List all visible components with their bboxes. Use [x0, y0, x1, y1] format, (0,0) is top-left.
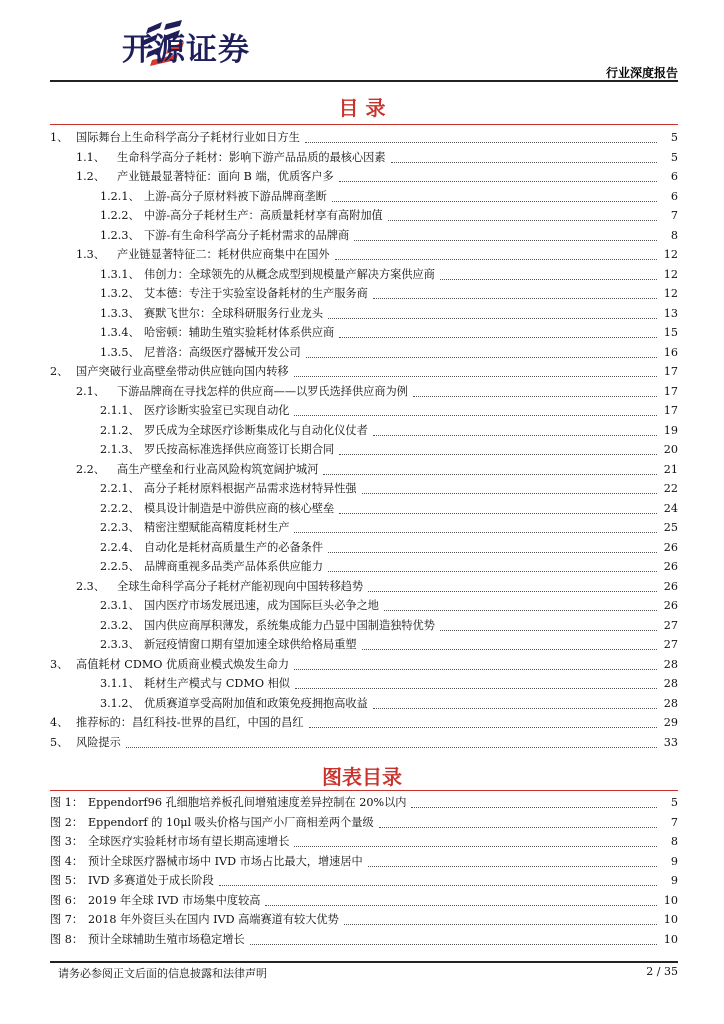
- entry-title: 国内供应商厚积薄发，系统集成能力凸显中国制造独特优势: [144, 618, 435, 632]
- entry-title: 艾本德：专注于实验室设备耗材的生产服务商: [144, 287, 368, 300]
- entry-title: 产业链最显著特征：面向 B 端，优质客户多: [117, 170, 334, 183]
- entry-page: 12: [663, 287, 678, 300]
- toc-entry[interactable]: [50, 656, 678, 676]
- toc-entry[interactable]: [50, 383, 678, 403]
- toc-entry[interactable]: [50, 734, 678, 754]
- leader-dots: [306, 357, 657, 358]
- entry-number: 2、: [50, 365, 69, 378]
- leader-dots: [368, 591, 657, 592]
- entry-title: 赛默飞世尔：全球科研服务行业龙头: [144, 306, 324, 320]
- entry-title: 罗氏成为全球医疗诊断集成化与自动化仪仗者: [144, 423, 368, 437]
- toc-entry[interactable]: [50, 617, 678, 637]
- entry-title: 产业链显著特征二：耗材供应商集中在国外: [117, 248, 330, 261]
- leader-dots: [294, 532, 657, 533]
- leader-dots: [344, 924, 657, 925]
- toc-entry[interactable]: [50, 500, 678, 520]
- entry-page: 28: [663, 696, 678, 710]
- entry-number: 2.3.3、: [100, 638, 140, 651]
- entry-page: 10: [663, 913, 678, 926]
- entry-title: 高值耗材 CDMO 优质商业模式焕发生命力: [76, 657, 290, 671]
- toc-entry[interactable]: [50, 872, 678, 892]
- toc-entry[interactable]: [50, 853, 678, 873]
- toc-entry[interactable]: [50, 519, 678, 539]
- leader-dots: [339, 454, 657, 455]
- leader-dots: [373, 708, 657, 709]
- entry-page: 26: [663, 579, 678, 593]
- entry-page: 13: [663, 306, 678, 320]
- entry-page: 27: [663, 618, 678, 632]
- figure-index-title: 图表目录: [322, 765, 402, 789]
- header-divider: [50, 80, 678, 82]
- toc-entry[interactable]: [50, 266, 678, 286]
- entry-title: 风险提示: [76, 735, 121, 749]
- entry-title: 全球医疗实验耗材市场有望长期高速增长: [88, 835, 290, 848]
- entry-number: 1.2.1、: [100, 189, 140, 203]
- toc-entry[interactable]: [50, 324, 678, 344]
- entry-title: 精密注塑赋能高精度耗材生产: [144, 521, 290, 534]
- entry-page: 27: [663, 638, 678, 651]
- entry-page: 7: [670, 209, 678, 222]
- entry-number: 图 8：: [50, 932, 84, 946]
- entry-number: 2.3、: [76, 579, 105, 593]
- entry-title: 耗材生产模式与 CDMO 相似: [144, 677, 290, 690]
- entry-number: 1.3、: [76, 248, 105, 261]
- entry-number: 4、: [50, 716, 69, 729]
- entry-number: 2.1.3、: [100, 443, 140, 456]
- entry-page: 17: [663, 404, 678, 417]
- entry-title: 2018 年外资巨头在国内 IVD 高端赛道有较大优势: [88, 913, 339, 926]
- entry-number: 2.1.1、: [100, 404, 140, 417]
- entry-number: 1.3.3、: [100, 306, 140, 320]
- leader-dots: [294, 376, 657, 377]
- page-header: [0, 0, 724, 80]
- entry-page: 10: [663, 932, 678, 946]
- toc-entry[interactable]: [50, 441, 678, 461]
- toc-entry[interactable]: [50, 422, 678, 442]
- entry-number: 图 5：: [50, 874, 84, 887]
- toc-entry[interactable]: [50, 149, 678, 169]
- entry-title: 优质赛道享受高附加值和政策免疫拥抱高收益: [144, 696, 368, 710]
- leader-dots: [294, 846, 657, 847]
- leader-dots: [368, 866, 657, 867]
- entry-number: 3.1.2、: [100, 696, 140, 710]
- entry-title: 高生产壁垒和行业高风险构筑宽阔护城河: [117, 462, 319, 476]
- entry-number: 图 2：: [50, 815, 84, 829]
- entry-page: 29: [663, 716, 678, 729]
- entry-number: 图 7：: [50, 913, 84, 926]
- toc-entry[interactable]: [50, 695, 678, 715]
- entry-number: 2.2.3、: [100, 521, 140, 534]
- leader-dots: [328, 318, 657, 319]
- report-type-label: 行业深度报告: [605, 66, 678, 80]
- leader-dots: [391, 162, 657, 163]
- entry-number: 图 1：: [50, 796, 84, 809]
- toc-entry[interactable]: [50, 168, 678, 188]
- leader-dots: [413, 396, 657, 397]
- entry-title: 高分子耗材原料根据产品需求选材特异性强: [144, 482, 357, 495]
- toc-entry[interactable]: [50, 344, 678, 364]
- entry-title: 下游-有生命科学高分子耗材需求的品牌商: [144, 228, 350, 242]
- entry-number: 1.3.1、: [100, 267, 140, 281]
- entry-title: 推荐标的：昌红科技-世界的昌红，中国的昌红: [76, 716, 304, 729]
- toc-entry[interactable]: [50, 578, 678, 598]
- leader-dots: [388, 220, 657, 221]
- entry-page: 12: [663, 267, 678, 281]
- entry-page: 8: [670, 228, 678, 242]
- leader-dots: [309, 727, 657, 728]
- leader-dots: [295, 688, 657, 689]
- entry-number: 2.2.1、: [100, 482, 140, 495]
- entry-title: 全球生命科学高分子耗材产能初现向中国转移趋势: [117, 579, 364, 593]
- toc-entry[interactable]: [50, 636, 678, 656]
- entry-title: 伟创力：全球领先的从概念成型到规模量产解决方案供应商: [144, 267, 435, 281]
- leader-dots: [384, 610, 657, 611]
- entry-number: 1.1、: [76, 150, 105, 164]
- leader-dots: [294, 415, 657, 416]
- entry-title: 预计全球医疗器械市场中 IVD 市场占比最大，增速居中: [88, 854, 363, 868]
- entry-number: 1.2.3、: [100, 228, 140, 242]
- entry-title: Eppendorf 的 10μl 吸头价格与国产小厂商相差两个量级: [88, 815, 374, 829]
- entry-title: Eppendorf96 孔细胞培养板孔间增殖速度差异控制在 20%以内: [88, 796, 407, 809]
- entry-page: 16: [663, 345, 678, 359]
- page-number: 2 / 35: [646, 965, 678, 978]
- toc-entry[interactable]: [50, 814, 678, 834]
- leader-dots: [373, 298, 657, 299]
- leader-dots: [250, 944, 657, 945]
- entry-number: 3.1.1、: [100, 677, 140, 690]
- entry-page: 15: [663, 326, 678, 339]
- leader-dots: [354, 240, 657, 241]
- toc-title-underline: [50, 124, 678, 125]
- entry-number: 2.1、: [76, 384, 105, 398]
- entry-number: 1.2、: [76, 170, 105, 183]
- toc-entry[interactable]: [50, 227, 678, 247]
- leader-dots: [339, 337, 657, 338]
- entry-number: 2.2、: [76, 462, 105, 476]
- leader-dots: [328, 571, 657, 572]
- entry-page: 26: [663, 540, 678, 554]
- toc-entry[interactable]: [50, 911, 678, 931]
- entry-number: 5、: [50, 735, 69, 749]
- entry-number: 1.3.4、: [100, 326, 140, 339]
- entry-page: 8: [670, 835, 678, 848]
- entry-number: 2.3.1、: [100, 599, 140, 612]
- entry-number: 1.3.2、: [100, 287, 140, 300]
- entry-page: 9: [670, 854, 678, 868]
- leader-dots: [332, 201, 657, 202]
- footer-disclaimer: 请务必参阅正文后面的信息披露和法律声明: [58, 967, 267, 980]
- leader-dots: [335, 259, 657, 260]
- entry-title: 国际舞台上生命科学高分子耗材行业如日方生: [76, 131, 300, 144]
- toc-entry[interactable]: [50, 714, 678, 734]
- entry-page: 9: [670, 874, 678, 887]
- entry-number: 2.2.4、: [100, 540, 140, 554]
- leader-dots: [305, 142, 657, 143]
- toc-entry[interactable]: [50, 597, 678, 617]
- entry-page: 5: [670, 796, 678, 809]
- entry-page: 24: [663, 501, 678, 515]
- entry-page: 21: [663, 462, 678, 476]
- toc-entry[interactable]: [50, 305, 678, 325]
- entry-title: 国产突破行业高壁垒带动供应链向国内转移: [76, 365, 289, 378]
- entry-title: 预计全球辅助生殖市场稳定增长: [88, 932, 245, 946]
- leader-dots: [294, 669, 657, 670]
- toc-entry[interactable]: [50, 794, 678, 814]
- leader-dots: [440, 630, 657, 631]
- toc-entry[interactable]: [50, 833, 678, 853]
- entry-page: 28: [663, 657, 678, 671]
- entry-title: 下游品牌商在寻找怎样的供应商——以罗氏选择供应商为例: [117, 384, 408, 398]
- leader-dots: [373, 435, 657, 436]
- toc-entry[interactable]: [50, 892, 678, 912]
- entry-number: 2.1.2、: [100, 423, 140, 437]
- toc-entry[interactable]: [50, 539, 678, 559]
- toc-title: 目 录: [338, 96, 386, 120]
- entry-title: 上游-高分子原材料被下游品牌商垄断: [144, 189, 327, 203]
- entry-page: 12: [663, 248, 678, 261]
- toc-entry[interactable]: [50, 931, 678, 951]
- entry-title: 罗氏按高标准选择供应商签订长期合同: [144, 443, 335, 456]
- footer-divider: [50, 961, 678, 963]
- toc-entry[interactable]: [50, 285, 678, 305]
- entry-number: 3、: [50, 657, 69, 671]
- toc-entry[interactable]: [50, 461, 678, 481]
- entry-title: 模具设计制造是中游供应商的核心壁垒: [144, 501, 335, 515]
- entry-number: 图 3：: [50, 835, 84, 848]
- entry-page: 5: [670, 150, 678, 164]
- leader-dots: [362, 493, 657, 494]
- toc-entry[interactable]: [50, 558, 678, 578]
- leader-dots: [339, 513, 657, 514]
- leader-dots: [339, 181, 657, 182]
- table-of-contents: [50, 129, 678, 753]
- toc-entry[interactable]: [50, 207, 678, 227]
- figure-index: [50, 794, 678, 950]
- entry-title: 尼普洛：高级医疗器械开发公司: [144, 345, 301, 359]
- entry-title: IVD 多赛道处于成长阶段: [88, 874, 214, 887]
- entry-page: 7: [670, 815, 678, 829]
- toc-entry[interactable]: [50, 480, 678, 500]
- entry-page: 17: [663, 384, 678, 398]
- toc-entry[interactable]: [50, 402, 678, 422]
- entry-number: 2.3.2、: [100, 618, 140, 632]
- entry-page: 25: [663, 521, 678, 534]
- entry-page: 19: [663, 423, 678, 437]
- entry-title: 中游-高分子耗材生产：高质量耗材享有高附加值: [144, 209, 383, 222]
- toc-entry[interactable]: [50, 675, 678, 695]
- entry-number: 图 4：: [50, 854, 84, 868]
- entry-title: 品牌商重视多品类产品体系供应能力: [144, 560, 324, 573]
- entry-page: 33: [663, 735, 678, 749]
- entry-title: 国内医疗市场发展迅速，成为国际巨头必争之地: [144, 599, 379, 612]
- entry-page: 10: [663, 893, 678, 907]
- entry-page: 26: [663, 599, 678, 612]
- entry-title: 哈密顿：辅助生殖实验耗材体系供应商: [144, 326, 335, 339]
- entry-number: 1、: [50, 131, 69, 144]
- leader-dots: [219, 885, 657, 886]
- entry-title: 生命科学高分子耗材：影响下游产品品质的最核心因素: [117, 150, 386, 164]
- toc-entry[interactable]: [50, 246, 678, 266]
- entry-number: 2.2.5、: [100, 560, 140, 573]
- entry-page: 22: [663, 482, 678, 495]
- entry-page: 26: [663, 560, 678, 573]
- entry-number: 图 6：: [50, 893, 84, 907]
- entry-title: 2019 年全球 IVD 市场集中度较高: [88, 893, 261, 907]
- leader-dots: [379, 827, 657, 828]
- leader-dots: [411, 807, 657, 808]
- entry-page: 5: [670, 131, 678, 144]
- entry-page: 28: [663, 677, 678, 690]
- entry-title: 新冠疫情窗口期有望加速全球供给格局重塑: [144, 638, 357, 651]
- entry-page: 20: [663, 443, 678, 456]
- entry-title: 医疗诊断实验室已实现自动化: [144, 404, 290, 417]
- toc-entry[interactable]: [50, 188, 678, 208]
- entry-number: 1.2.2、: [100, 209, 140, 222]
- toc-entry[interactable]: [50, 129, 678, 149]
- brand-name: 开源证券: [122, 32, 250, 68]
- entry-number: 2.2.2、: [100, 501, 140, 515]
- leader-dots: [323, 474, 657, 475]
- figure-title-underline: [50, 790, 678, 791]
- leader-dots: [362, 649, 657, 650]
- toc-entry[interactable]: [50, 363, 678, 383]
- entry-page: 6: [670, 189, 678, 203]
- entry-page: 6: [670, 170, 678, 183]
- leader-dots: [328, 552, 657, 553]
- leader-dots: [265, 905, 657, 906]
- entry-title: 自动化是耗材高质量生产的必备条件: [144, 540, 324, 554]
- leader-dots: [126, 747, 657, 748]
- leader-dots: [440, 279, 657, 280]
- entry-page: 17: [663, 365, 678, 378]
- entry-number: 1.3.5、: [100, 345, 140, 359]
